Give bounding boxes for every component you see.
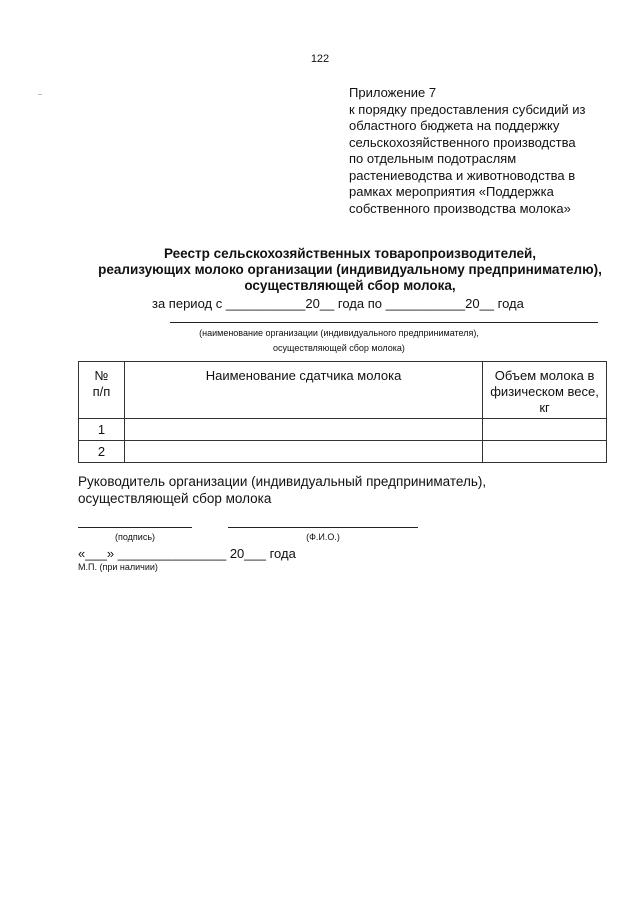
row-number: 2 [79,441,125,463]
head-line: Руководитель организации (индивидуальный предприниматель), [78,474,487,489]
signature-label: (подпись) [114,532,156,542]
appendix-line: сельскохозяйственного производства [349,134,576,150]
appendix-line: по отдельным подотраслям [349,151,517,166]
header-number-line: п/п [92,384,111,399]
appendix-line: рамках мероприятия «Поддержка [349,184,554,199]
row-number: 1 [79,419,125,441]
title-line: осуществляющей сбор молока, [244,278,456,293]
header-volume-line: кг [539,400,550,415]
header-supplier-line: Наименование сдатчика молока [205,368,402,383]
title-line: Реестр сельскохозяйственных товаропроизводителей, [163,246,537,261]
organization-caption [170,326,508,356]
supplier-name-cell[interactable] [124,441,482,463]
title-line: реализующих молоко организации (индивидуальному предпринимателю), [98,262,602,277]
page-number: 122 [310,53,330,65]
header-number-line: № [94,368,109,383]
fio-field [228,527,418,528]
header-milk-volume [483,362,607,419]
stamp-note: М.П. (при наличии) [78,562,158,572]
table-header-row [79,362,607,419]
head-of-organization [78,474,486,507]
appendix-line: растениеводства и животноводства в [349,167,576,183]
appendix-line: собственного производства молока» [349,200,571,216]
table-row [79,441,607,463]
registry-table [78,361,607,463]
organization-name-field [170,322,598,323]
scan-mark [38,94,42,95]
appendix-line: к порядку предоставления субсидий из [349,101,586,117]
header-number [79,362,125,419]
document-title [60,246,640,294]
period-line: за период с ___________20__ года по ___________20__ года [152,296,524,311]
header-supplier-name [124,362,482,419]
table-row [79,419,607,441]
date-line: «___» _______________ 20___ года [78,546,296,561]
milk-volume-cell[interactable] [483,419,607,441]
appendix-line: Приложение 7 [349,85,437,100]
signature-field [78,527,192,528]
caption-line: (наименование организации (индивидуального предпринимателя), [199,328,479,338]
milk-volume-cell[interactable] [483,441,607,463]
fio-label: (Ф.И.О.) [306,532,340,542]
header-volume-line: физическом весе, [490,384,599,399]
appendix-line: областного бюджета на поддержку [349,118,560,133]
caption-line: осуществляющей сбор молока) [273,343,405,353]
appendix-block [349,85,585,217]
header-volume-line: Объем молока в [494,368,595,383]
supplier-name-cell[interactable] [124,419,482,441]
head-line: осуществляющей сбор молока [78,490,272,506]
